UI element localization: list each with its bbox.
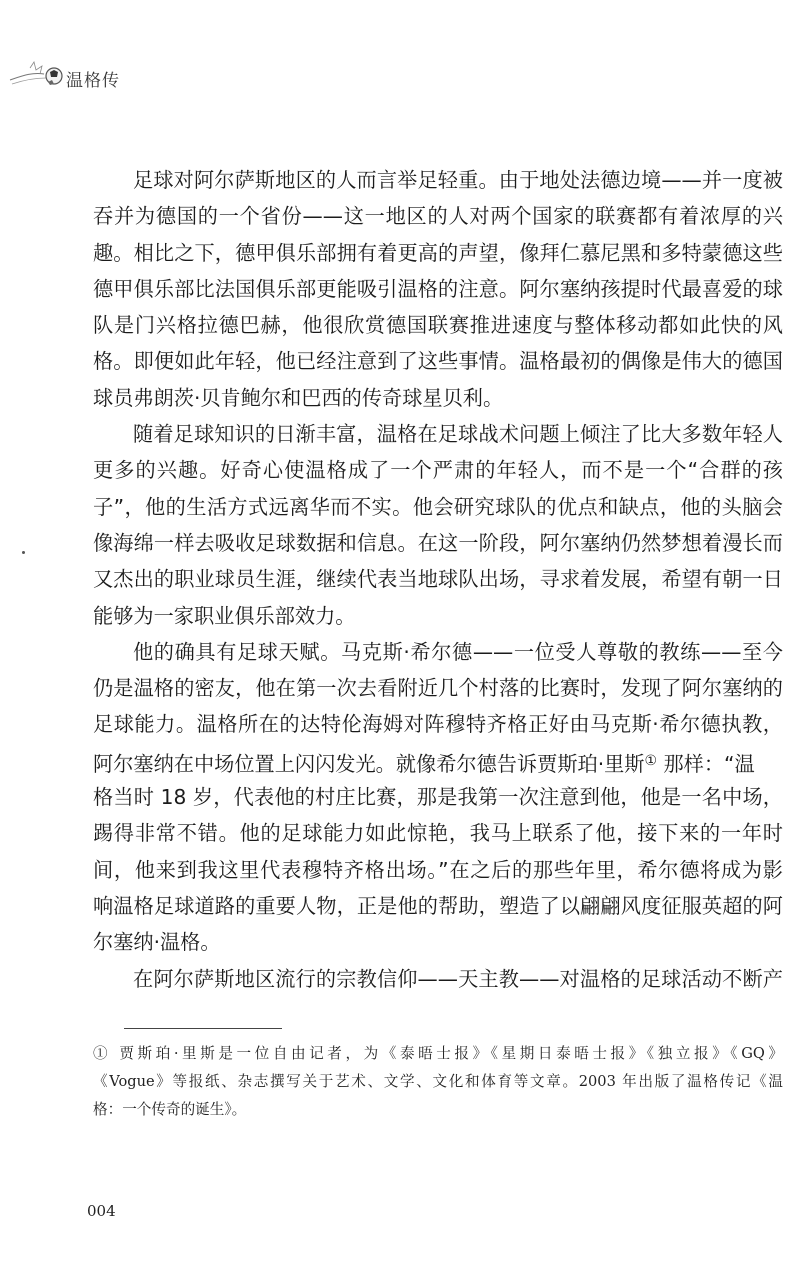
text-line: 在阿尔萨斯地区流行的宗教信仰——天主教——对温格的足球活动不断产 — [133, 966, 783, 991]
footnote-marker: ① — [644, 752, 658, 769]
footnote — [93, 1040, 783, 1124]
footnote-line: 格：一个传奇的诞生》。 — [93, 1101, 247, 1118]
text-line: 他的确具有足球天赋。马克斯·希尔德——一位受人尊敬的教练——至今 — [133, 639, 783, 664]
text-line: 尔塞纳·温格。 — [93, 930, 221, 955]
text-line: 德甲俱乐部比法国俱乐部更能吸引温格的注意。阿尔塞纳孩提时代最喜爱的球 — [93, 276, 783, 301]
text-line: 格当时 18 岁，代表他的村庄比赛，那是我第一次注意到他，他是一名中场， — [93, 785, 783, 810]
running-title: 温格传 — [66, 70, 120, 91]
body-text — [93, 162, 783, 997]
paragraph-2 — [93, 416, 783, 634]
text-line: 足球能力。温格所在的达特伦海姆对阵穆特齐格正好由马克斯·希尔德执教， — [93, 712, 783, 737]
text-line: 响温格足球道路的重要人物，正是他的帮助，塑造了以翩翩风度征服英超的阿 — [93, 893, 783, 918]
ornament-icon — [8, 58, 64, 98]
paragraph-4 — [93, 961, 783, 997]
text-line: 队是门兴格拉德巴赫，他很欣赏德国联赛推进速度与整体移动都如此快的风 — [93, 313, 783, 338]
text-line: 格。即便如此年轻，他已经注意到了这些事情。温格最初的偶像是伟大的德国 — [93, 349, 783, 374]
footnote-divider — [124, 1028, 282, 1029]
text-line: 像海绵一样去吸收足球数据和信息。在这一阶段，阿尔塞纳仍然梦想着漫长而 — [93, 530, 783, 555]
page-number: 004 — [87, 1202, 116, 1220]
text-line: 子”，他的生活方式远离华而不实。他会研究球队的优点和缺点，他的头脑会 — [93, 494, 783, 519]
text-line: 球员弗朗茨·贝肯鲍尔和巴西的传奇球星贝利。 — [93, 385, 504, 410]
paragraph-3 — [93, 634, 783, 961]
text-line: 踢得非常不错。他的足球能力如此惊艳，我马上联系了他，接下来的一年时 — [93, 821, 783, 846]
text-segment: 阿尔塞纳在中场位置上闪闪发光。就像希尔德告诉贾斯珀·里斯 — [93, 751, 645, 776]
footnote-line: ① 贾斯珀·里斯是一位自由记者，为《泰晤士报》《星期日泰晤士报》《独立报》《GQ》 — [93, 1045, 783, 1062]
text-line: 足球对阿尔萨斯地区的人而言举足轻重。由于地处法德边境——并一度被 — [133, 168, 783, 192]
text-line: 吞并为德国的一个省份——这一地区的人对两个国家的联赛都有着浓厚的兴 — [93, 204, 783, 229]
running-header — [8, 58, 120, 98]
text-line: 随着足球知识的日渐丰富，温格在足球战术问题上倾注了比大多数年轻人 — [133, 422, 783, 447]
text-line: 更多的兴趣。好奇心使温格成了一个严肃的年轻人，而不是一个“合群的孩 — [93, 458, 783, 483]
text-line: 仍是温格的密友，他在第一次去看附近几个村落的比赛时，发现了阿尔塞纳的 — [93, 676, 783, 701]
footnote-line: 《Vogue》等报纸、杂志撰写关于艺术、文学、文化和体育等文章。2003 年出版了温格传记《温 — [93, 1073, 783, 1090]
text-segment: 那样：“温 — [657, 751, 755, 776]
text-line-with-footnote — [93, 743, 783, 779]
margin-mark — [22, 551, 25, 554]
text-line: 间，他来到我这里代表穆特齐格出场。”在之后的那些年里，希尔德将成为影 — [93, 857, 783, 882]
text-line: 趣。相比之下，德甲俱乐部拥有着更高的声望，像拜仁慕尼黑和多特蒙德这些 — [93, 240, 783, 265]
text-line: 又杰出的职业球员生涯，继续代表当地球队出场，寻求着发展，希望有朝一日 — [93, 567, 783, 592]
text-line: 能够为一家职业俱乐部效力。 — [93, 603, 356, 628]
paragraph-1 — [93, 162, 783, 416]
